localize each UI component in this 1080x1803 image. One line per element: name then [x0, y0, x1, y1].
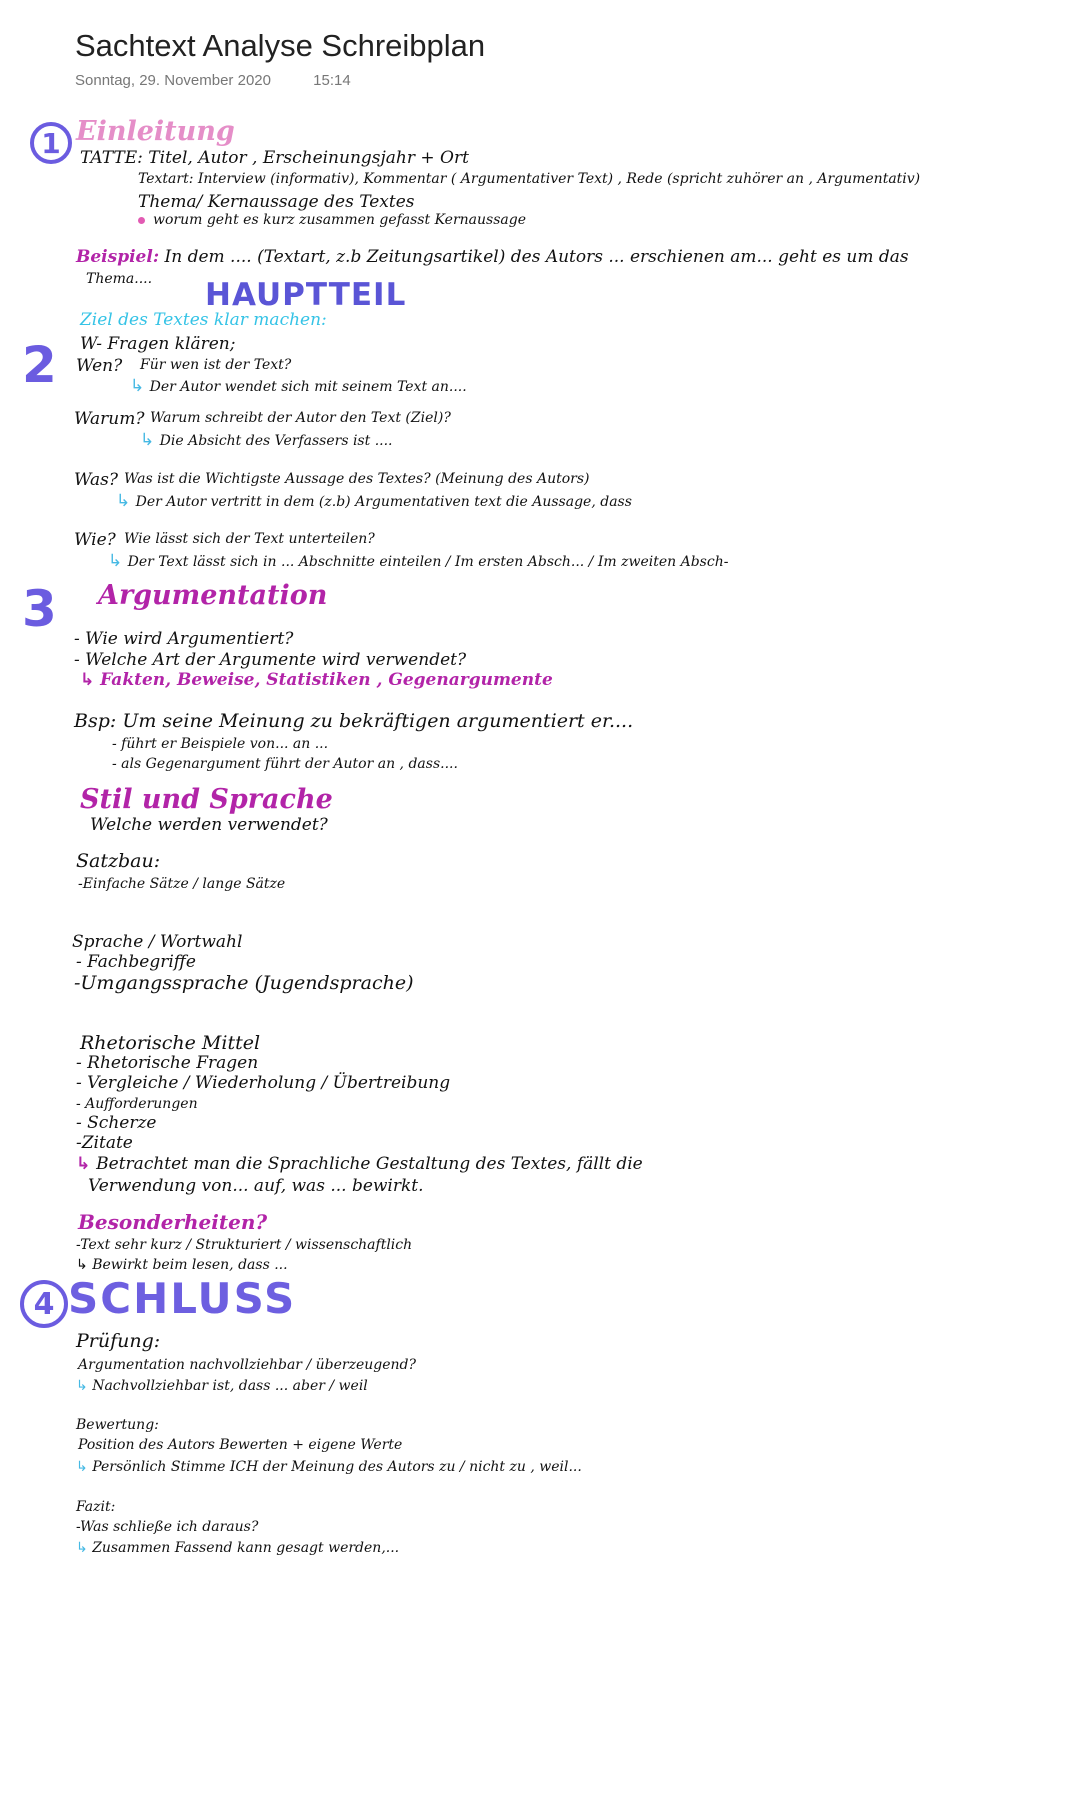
argumentation-q1: - Wie wird Argumentiert? [74, 629, 294, 649]
sprache-item-1: - Fachbegriffe [76, 952, 196, 972]
argumentation-types-line: ↳ Fakten, Beweise, Statistiken , Gegenargumente [80, 670, 553, 690]
wen-question: Wen? [76, 356, 123, 376]
arrow-icon: ↳ [76, 1540, 93, 1556]
sprache-item-2: -Umgangssprache (Jugendsprache) [74, 972, 414, 994]
rhetorische-conclusion-2: Verwendung von... auf, was ... bewirkt. [88, 1176, 424, 1196]
einleitung-textart: Textart: Interview (informativ), Kommentar ( Argumentativer Text) , Rede (spricht zuhörer an , Argumentativ) [138, 171, 921, 187]
rhetorische-item-2: - Vergleiche / Wiederholung / Übertreibung [76, 1073, 451, 1093]
stil-heading: Stil und Sprache [80, 784, 333, 815]
sprache-label: Sprache / Wortwahl [72, 932, 243, 952]
arrow-icon: ↳ [76, 1154, 97, 1174]
page-timestamp [75, 72, 351, 89]
satzbau-item: -Einfache Sätze / lange Sätze [78, 876, 286, 892]
schluss-title: SCHLUSS [68, 1274, 297, 1323]
arrow-icon: ↳ [76, 1378, 93, 1394]
beispiel-text-2: Thema.... [86, 271, 153, 287]
einleitung-tatte: TATTE: Titel, Autor , Erscheinungsjahr + Ort [80, 148, 469, 168]
einleitung-thema: Thema/ Kernaussage des Textes [138, 192, 415, 212]
page-time: 15:14 [313, 72, 351, 89]
einleitung-worum: worum geht es kurz zusammen gefasst Kernaussage [138, 213, 526, 227]
argumentation-bsp: Bsp: Um seine Meinung zu bekräftigen argumentiert er.... [74, 710, 634, 732]
einleitung-beispiel [76, 249, 909, 266]
section-number-4: 4 [20, 1280, 68, 1328]
beispiel-text: In dem .... (Textart, z.b Zeitungsartikel) des Autors ... erschienen am... geht es um das [164, 247, 909, 267]
hauptteil-title: HAUPTTEIL [205, 277, 407, 313]
stil-subheading: Welche werden verwendet? [90, 815, 328, 835]
fazit-question: -Was schließe ich daraus? [76, 1519, 259, 1535]
arrow-icon: ↳ [116, 491, 136, 511]
bewertung-label: Bewertung: [76, 1417, 159, 1433]
bullet-dot-icon [138, 217, 145, 224]
besonderheiten-item: -Text sehr kurz / Strukturiert / wissenschaftlich [76, 1237, 413, 1253]
wen-text: Für wen ist der Text? [140, 357, 292, 373]
argumentation-q2: - Welche Art der Argumente wird verwendet? [74, 650, 467, 670]
argumentation-bsp-1: - führt er Beispiele von... an ... [112, 736, 329, 752]
satzbau-label: Satzbau: [76, 850, 161, 872]
rhetorische-item-3: - Aufforderungen [76, 1096, 198, 1112]
warum-answer-line: ↳ Die Absicht des Verfassers ist .... [140, 430, 393, 450]
fazit-label: Fazit: [76, 1499, 116, 1515]
arrow-icon: ↳ [140, 430, 160, 450]
arrow-icon: ↳ [108, 551, 128, 571]
section-number-3: 3 [22, 580, 57, 638]
rhetorische-item-5: -Zitate [76, 1133, 133, 1153]
argumentation-heading: Argumentation [98, 580, 328, 611]
wie-answer-line: ↳ Der Text lässt sich in ... Abschnitte einteilen / Im ersten Absch... / Im zweiten Absch- [108, 551, 729, 571]
page-date: Sonntag, 29. November 2020 [75, 72, 271, 89]
besonderheiten-heading: Besonderheiten? [78, 1210, 268, 1234]
section-number-2: 2 [22, 336, 57, 394]
ziel-heading: Ziel des Textes klar machen: [80, 310, 327, 330]
bewertung-question: Position des Autors Bewerten + eigene Werte [78, 1437, 403, 1453]
arrow-icon: ↳ [130, 376, 150, 396]
warum-text: Warum schreibt der Autor den Text (Ziel)? [150, 410, 451, 426]
rhetorische-item-1: - Rhetorische Fragen [76, 1053, 259, 1073]
rhetorische-conclusion-line: ↳ Betrachtet man die Sprachliche Gestaltung des Textes, fällt die [76, 1154, 643, 1174]
fazit-answer-line: ↳ Zusammen Fassend kann gesagt werden,... [76, 1540, 400, 1556]
einleitung-heading: Einleitung [76, 116, 235, 147]
wie-text: Wie lässt sich der Text unterteilen? [124, 531, 375, 547]
pruefung-label: Prüfung: [76, 1330, 161, 1352]
beispiel-label: Beispiel: [76, 247, 160, 267]
was-text: Was ist die Wichtigste Aussage des Textes? (Meinung des Autors) [124, 471, 590, 487]
wie-question: Wie? [74, 530, 116, 550]
rhetorische-label: Rhetorische Mittel [80, 1032, 261, 1054]
arrow-icon: ↳ [76, 1459, 93, 1475]
wfragen-label: W- Fragen klären; [80, 334, 236, 354]
bewertung-answer-line: ↳ Persönlich Stimme ICH der Meinung des Autors zu / nicht zu , weil... [76, 1459, 582, 1475]
arrow-icon: ↳ [76, 1257, 93, 1273]
page-title: Sachtext Analyse Schreibplan [75, 28, 486, 63]
warum-question: Warum? [74, 409, 145, 429]
besonderheiten-bewirkt-line: ↳ Bewirkt beim lesen, dass ... [76, 1257, 288, 1273]
rhetorische-item-4: - Scherze [76, 1113, 157, 1133]
wen-answer-line: ↳ Der Autor wendet sich mit seinem Text an.... [130, 376, 467, 396]
arrow-icon: ↳ [80, 670, 101, 690]
section-number-1: 1 [30, 122, 72, 164]
pruefung-question: Argumentation nachvollziehbar / überzeugend? [78, 1357, 416, 1373]
argumentation-bsp-2: - als Gegenargument führt der Autor an , dass.... [112, 756, 458, 772]
pruefung-answer-line: ↳ Nachvollziehbar ist, dass ... aber / weil [76, 1378, 368, 1394]
was-answer-line: ↳ Der Autor vertritt in dem (z.b) Argumentativen text die Aussage, dass [116, 491, 632, 511]
was-question: Was? [74, 470, 118, 490]
